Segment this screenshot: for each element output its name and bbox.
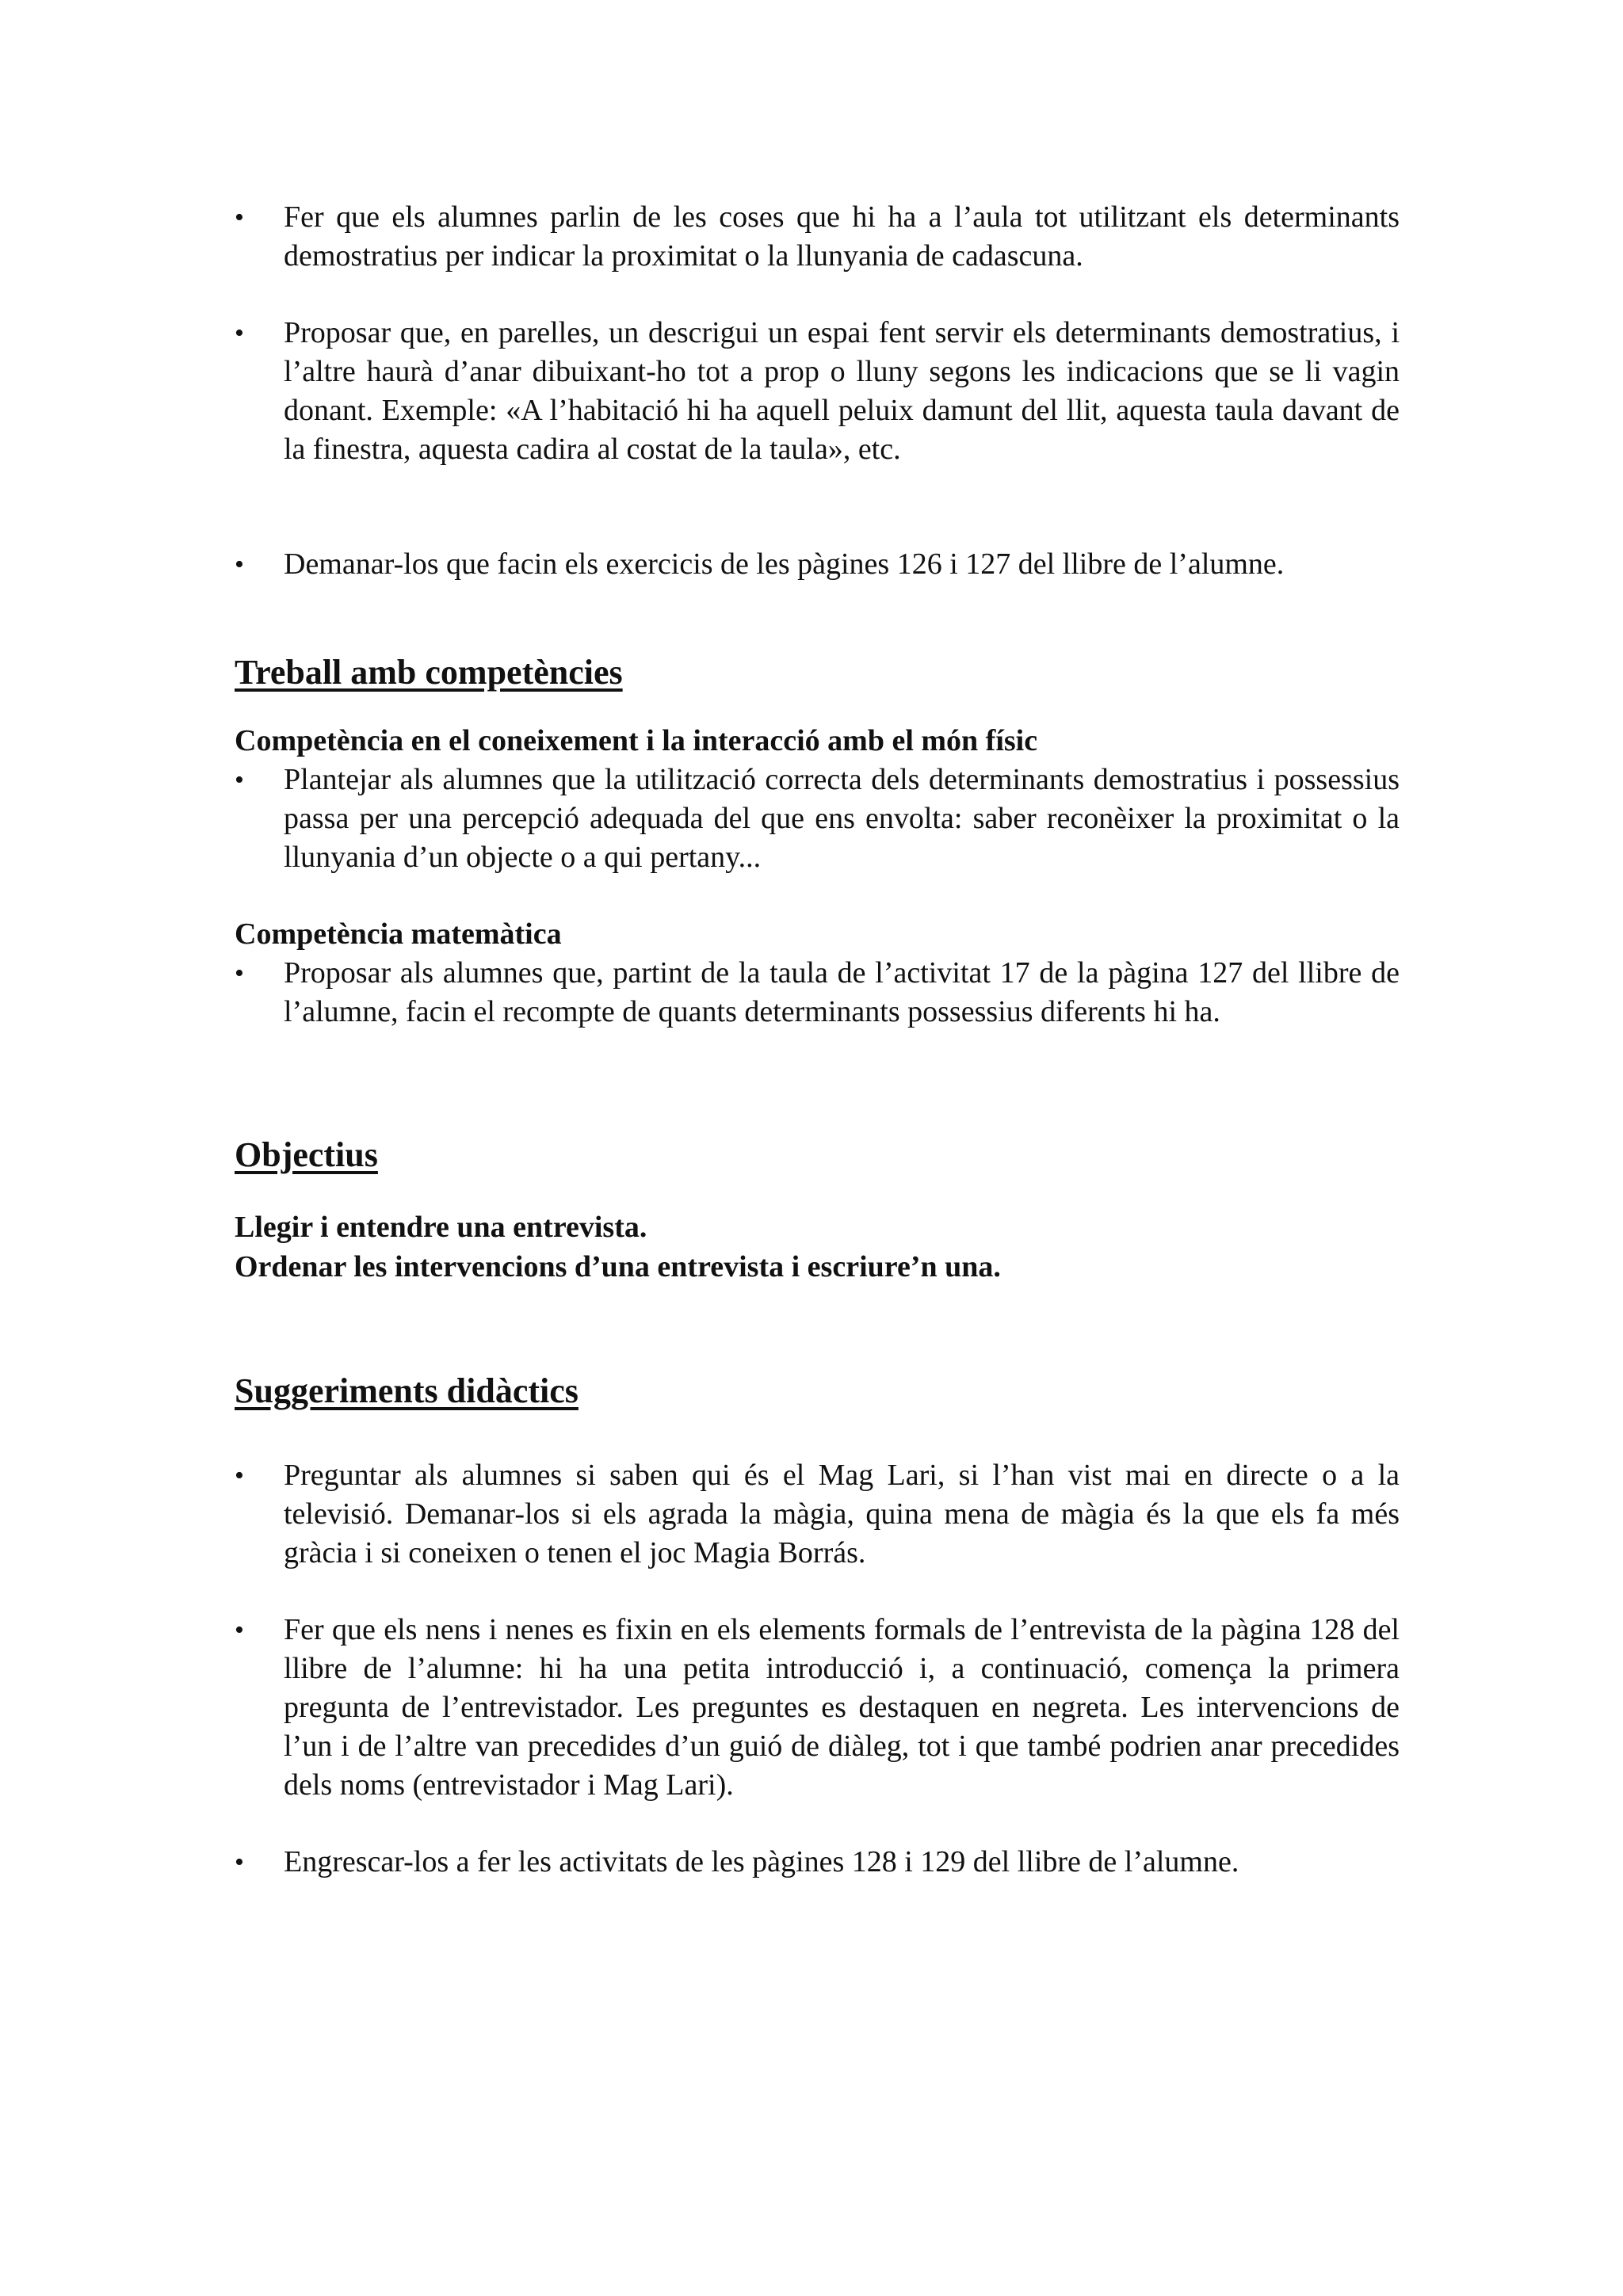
list-item [235, 954, 1400, 1032]
list-item [235, 1843, 1400, 1882]
bullet-text: Engrescar-los a fer les activitats de les pàgines 128 i 129 del llibre de l’alumne. [284, 1845, 1239, 1878]
objectiu-line: Llegir i entendre una entrevista. [235, 1211, 647, 1244]
objectiu-line: Ordenar les intervencions d’una entrevista i escriure’n una. [235, 1250, 1001, 1283]
bullet-icon: • [235, 1848, 244, 1877]
bullet-text: Proposar que, en parelles, un descrigui un espai fent servir els determinants demostratius, i l’altre haurà d’anar dibuixant-ho tot a prop o lluny segons les indicacions que se li vagin donant. Exemple: «A l’habitació hi ha aquell peluix damunt del llit, aquesta taula davant de la finestra, aquesta cadira al costat de la taula», etc. [284, 316, 1400, 466]
bullet-text: Demanar-los que facin els exercicis de les pàgines 126 i 127 del llibre de l’alumne. [284, 547, 1285, 581]
document-page [235, 198, 1400, 1882]
bullet-text: Fer que els nens i nenes es fixin en els elements formals de l’entrevista de la pàgina 128 del llibre de l’alumne: hi ha una petita introducció i, a continuació, comença la primera pregunta de l’entrevistador. Les preguntes es destaquen en negreta. Les intervencions de l’un i de l’altre van precedides d’un guió de diàleg, tot i que també podrien anar precedides dels noms (entrevistador i Mag Lari). [284, 1613, 1400, 1802]
list-item [235, 198, 1400, 276]
bullet-icon: • [235, 1615, 244, 1645]
bullet-icon: • [235, 203, 244, 232]
list-item [235, 314, 1400, 469]
bullet-text: Preguntar als alumnes si saben qui és el Mag Lari, si l’han vist mai en directe o a la televisió. Demanar-los si els agrada la màgia, quina mena de màgia és la que els fa més gràcia i si coneixen o tenen el joc Magia Borrás. [284, 1459, 1400, 1569]
bullet-text: Plantejar als alumnes que la utilització correcta dels determinants demostratius i possessius passa per una percepció adequada del que ens envolta: saber reconèixer la proximitat o la llunyania d’un objecte o a qui pertany... [284, 763, 1400, 874]
bullet-icon: • [235, 1461, 244, 1490]
bullet-icon: • [235, 318, 244, 348]
bullet-text: Fer que els alumnes parlin de les coses que hi ha a l’aula tot utilitzant els determinants demostratius per indicar la proximitat o la llunyania de cadascuna. [284, 200, 1400, 273]
section-heading-treball: Treball amb competències [235, 653, 623, 692]
bullet-text: Proposar als alumnes que, partint de la taula de l’activitat 17 de la pàgina 127 del llibre de l’alumne, facin el recompte de quants determinants possessius diferents hi ha. [284, 956, 1400, 1028]
bullet-icon: • [235, 765, 244, 795]
list-item [235, 1456, 1400, 1573]
competencia-fisic-title: Competència en el coneixement i la interacció amb el món físic [235, 724, 1038, 757]
suggeriments-bullet-list [235, 1456, 1400, 1882]
list-item [235, 1611, 1400, 1805]
bullet-icon: • [235, 550, 244, 579]
bullet-icon: • [235, 959, 244, 988]
intro-bullet-list [235, 198, 1400, 584]
section-heading-objectius: Objectius [235, 1135, 378, 1174]
list-item [235, 761, 1400, 877]
competencia-mat-title: Competència matemàtica [235, 917, 562, 951]
section-heading-suggeriments: Suggeriments didàctics [235, 1371, 579, 1410]
list-item [235, 545, 1400, 584]
